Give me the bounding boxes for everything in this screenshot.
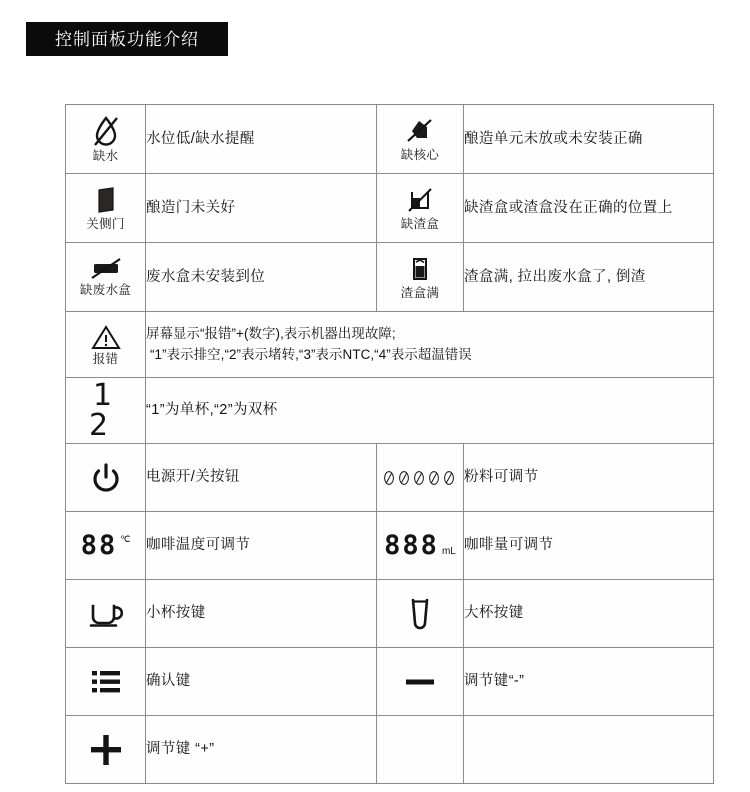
error-line-2: “1”表示排空,“2”表示堵转,“3”表示NTC,“4”表示超温错误 — [150, 346, 472, 362]
table-row — [66, 174, 714, 243]
side-door-icon — [91, 184, 121, 216]
icon-cell-confirm[interactable] — [66, 648, 146, 716]
icon-cell-power[interactable] — [66, 444, 146, 512]
description-confirm-button: 确认键 — [146, 648, 377, 716]
water-drop-slash-icon — [91, 114, 121, 148]
page-title: 控制面板功能介绍 — [55, 29, 199, 49]
icon-caption: 报错 — [92, 351, 119, 366]
icon-cell-small-cup[interactable] — [66, 580, 146, 648]
icon-caption: 渣盒满 — [400, 286, 440, 301]
table-row — [66, 648, 714, 716]
description-powder-adjustable: 粉料可调节 — [464, 444, 714, 512]
icon-caption: 缺核心 — [400, 148, 440, 163]
icon-cell-minus[interactable] — [377, 648, 464, 716]
description-side-door: 酿造门未关好 — [146, 174, 377, 243]
coffee-beans-icon[interactable] — [377, 470, 463, 486]
description-power-button: 电源开/关按钮 — [146, 444, 377, 512]
icon-cell-side-door — [66, 174, 146, 243]
icon-cell-error — [66, 312, 146, 378]
control-panel-table — [65, 104, 714, 784]
digits-one-two-icon: 1 2 — [88, 377, 127, 443]
table-row — [66, 105, 714, 174]
grounds-box-full-icon — [405, 253, 435, 285]
table-row — [66, 243, 714, 312]
icon-cell-empty — [377, 716, 464, 784]
description-missing-waste-water-box: 废水盒未安装到位 — [146, 243, 377, 312]
volume-digits: 888 — [384, 530, 439, 561]
warning-triangle-icon — [90, 323, 122, 351]
description-minus-button: 调节键“-” — [464, 648, 714, 716]
icon-cell-coffee-beans[interactable] — [377, 444, 464, 512]
icon-caption: 缺渣盒 — [400, 217, 440, 232]
waste-water-box-slash-icon — [88, 256, 124, 282]
icon-cell-cup-count — [66, 378, 146, 444]
table-row — [66, 580, 714, 648]
menu-list-icon[interactable] — [66, 668, 145, 696]
table-row-cup-count — [66, 378, 714, 444]
table-row — [66, 716, 714, 784]
volume-display-icon — [377, 532, 463, 559]
icon-cell-volume-display — [377, 512, 464, 580]
icon-cell-missing-brew-unit — [377, 105, 464, 174]
volume-unit: mL — [441, 546, 456, 557]
description-grounds-box-full: 渣盒满, 拉出废水盒了, 倒渣 — [464, 243, 714, 312]
description-large-cup-button: 大杯按键 — [464, 580, 714, 648]
description-plus-button: 调节键 “+” — [146, 716, 377, 784]
icon-cell-water-shortage — [66, 105, 146, 174]
description-missing-grounds-box: 缺渣盒或渣盒没在正确的位置上 — [464, 174, 714, 243]
icon-cell-plus[interactable] — [66, 716, 146, 784]
brew-unit-slash-icon — [404, 115, 436, 147]
description-small-cup-button: 小杯按键 — [146, 580, 377, 648]
power-icon[interactable] — [66, 461, 145, 495]
description-water-shortage: 水位低/缺水提醒 — [146, 105, 377, 174]
icon-cell-large-cup[interactable] — [377, 580, 464, 648]
temperature-digits: 88 — [80, 530, 118, 561]
page-title-banner — [26, 22, 228, 56]
icon-caption: 缺水 — [92, 149, 119, 164]
description-missing-brew-unit: 酿造单元未放或未安装正确 — [464, 105, 714, 174]
icon-cell-grounds-box-full — [377, 243, 464, 312]
description-cup-count: “1”为单杯,“2”为双杯 — [146, 378, 714, 444]
description-empty — [464, 716, 714, 784]
table-row — [66, 512, 714, 580]
icon-caption: 关侧门 — [86, 217, 125, 232]
description-volume-adjustable: 咖啡量可调节 — [464, 512, 714, 580]
icon-cell-missing-grounds-box — [377, 174, 464, 243]
icon-cell-temperature-display — [66, 512, 146, 580]
icon-caption: 缺废水盒 — [79, 283, 132, 298]
description-temperature-adjustable: 咖啡温度可调节 — [146, 512, 377, 580]
plus-icon[interactable] — [66, 733, 145, 767]
temperature-display-icon — [66, 532, 145, 559]
table-row — [66, 444, 714, 512]
grounds-box-slash-icon — [404, 184, 436, 216]
temperature-unit: ℃ — [120, 534, 131, 544]
minus-icon[interactable] — [377, 675, 463, 689]
large-cup-icon[interactable] — [377, 596, 463, 632]
small-cup-icon[interactable] — [66, 599, 145, 629]
icon-cell-missing-waste-water-box — [66, 243, 146, 312]
error-line-1: 屏幕显示“报错”+(数字),表示机器出现故障; — [146, 326, 396, 342]
description-error — [146, 312, 714, 378]
table-row-error — [66, 312, 714, 378]
